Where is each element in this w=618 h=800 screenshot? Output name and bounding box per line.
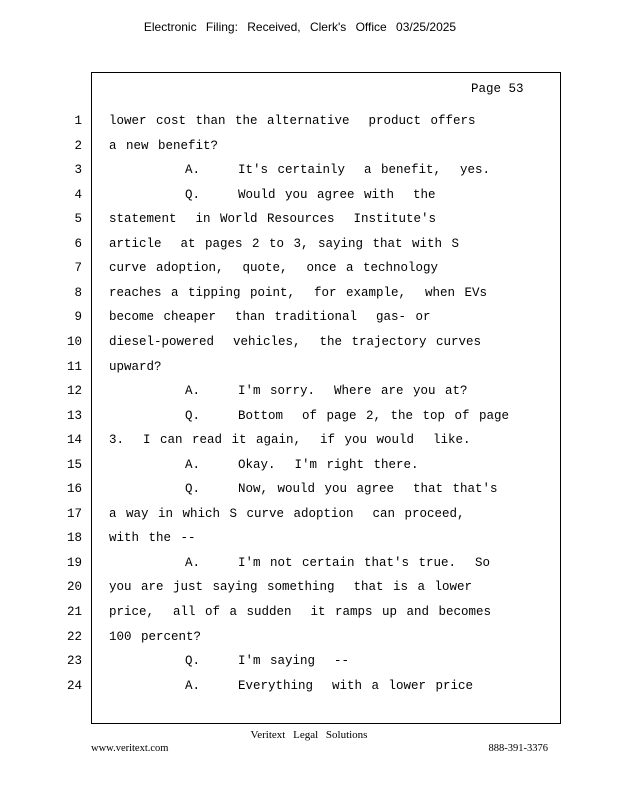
transcript-line-text: A. Okay. I'm right there. bbox=[109, 458, 419, 472]
transcript-line-text: Q. Bottom of page 2, the top of page bbox=[109, 409, 510, 423]
transcript-line-text: article at pages 2 to 3, saying that with S bbox=[109, 237, 460, 251]
transcript-line-text: become cheaper than traditional gas- or bbox=[109, 310, 431, 324]
line-number: 16 bbox=[66, 482, 82, 496]
transcript-line-text: a new benefit? bbox=[109, 139, 219, 153]
line-number: 9 bbox=[74, 310, 82, 324]
transcript-line-text: A. It's certainly a benefit, yes. bbox=[109, 163, 491, 177]
line-number: 20 bbox=[66, 580, 82, 594]
line-number: 22 bbox=[66, 630, 82, 644]
line-number: 17 bbox=[66, 507, 82, 521]
line-number: 3 bbox=[74, 163, 82, 177]
transcript-line-text: diesel-powered vehicles, the trajectory curves bbox=[109, 335, 482, 349]
transcript-line-text: A. I'm sorry. Where are you at? bbox=[109, 384, 468, 398]
transcript-line-text: with the -- bbox=[109, 531, 196, 545]
filing-stamp: Electronic Filing: Received, Clerk's Office 03/25/2025 bbox=[143, 20, 457, 34]
transcript-line-text: A. Everything with a lower price bbox=[109, 679, 474, 693]
transcript-line-text: reaches a tipping point, for example, when EVs bbox=[109, 286, 488, 300]
line-number: 21 bbox=[66, 605, 82, 619]
line-number: 12 bbox=[66, 384, 82, 398]
transcript-line-text: Q. Would you agree with the bbox=[109, 188, 436, 202]
transcript-line-text: price, all of a sudden it ramps up and becomes bbox=[109, 605, 492, 619]
line-number: 11 bbox=[66, 360, 82, 374]
page-number: Page 53 bbox=[471, 82, 524, 96]
line-number: 4 bbox=[74, 188, 82, 202]
transcript-line-text: you are just saying something that is a lower bbox=[109, 580, 473, 594]
transcript-line-text: curve adoption, quote, once a technology bbox=[109, 261, 439, 275]
line-number: 8 bbox=[74, 286, 82, 300]
line-number: 15 bbox=[66, 458, 82, 472]
transcript-line-text: statement in World Resources Institute's bbox=[109, 212, 437, 226]
line-number: 1 bbox=[74, 114, 82, 128]
transcript-line-text: 3. I can read it again, if you would like. bbox=[109, 433, 471, 447]
line-number: 6 bbox=[74, 237, 82, 251]
transcript-line-text: lower cost than the alternative product offers bbox=[109, 114, 476, 128]
transcript-line-text: A. I'm not certain that's true. So bbox=[109, 556, 491, 570]
line-number: 24 bbox=[66, 679, 82, 693]
line-number: 10 bbox=[66, 335, 82, 349]
footer-website: www.veritext.com bbox=[91, 743, 169, 754]
transcript-line-text: Q. I'm saying -- bbox=[109, 654, 350, 668]
transcript-line-text: Q. Now, would you agree that that's bbox=[109, 482, 498, 496]
transcript-line-text: 100 percent? bbox=[109, 630, 202, 644]
line-number: 13 bbox=[66, 409, 82, 423]
line-number: 23 bbox=[66, 654, 82, 668]
footer-phone: 888-391-3376 bbox=[488, 743, 548, 754]
transcript-line-text: upward? bbox=[109, 360, 162, 374]
footer-company: Veritext Legal Solutions bbox=[250, 729, 368, 741]
line-number: 19 bbox=[66, 556, 82, 570]
line-number: 2 bbox=[74, 139, 82, 153]
line-number: 14 bbox=[66, 433, 82, 447]
line-number: 18 bbox=[66, 531, 82, 545]
transcript-line-text: a way in which S curve adoption can proceed, bbox=[109, 507, 465, 521]
line-number: 7 bbox=[74, 261, 82, 275]
line-number: 5 bbox=[74, 212, 82, 226]
